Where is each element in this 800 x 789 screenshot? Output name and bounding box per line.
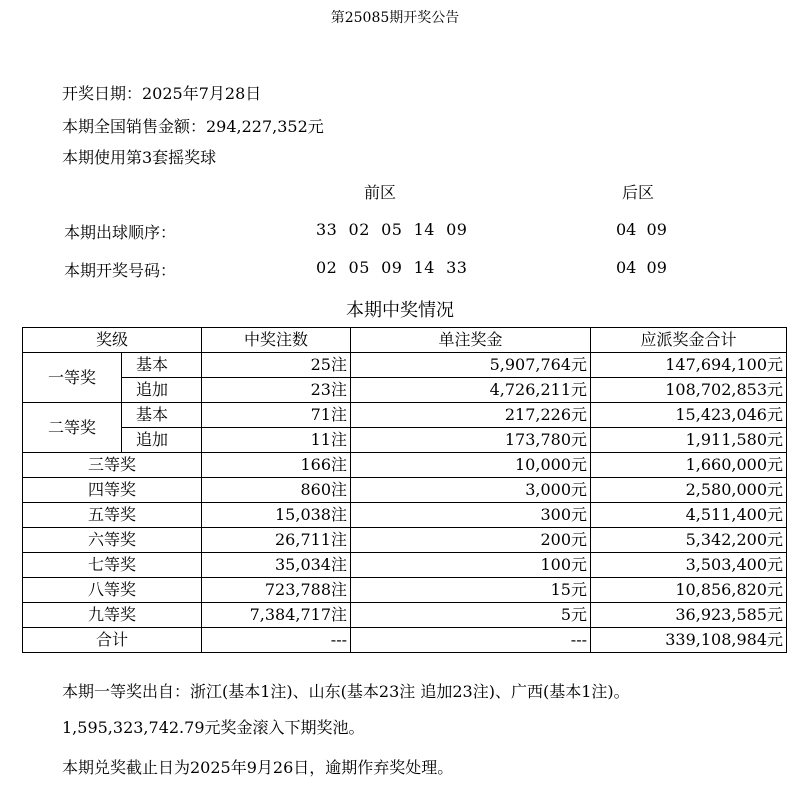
header-total-prize: 应派奖金合计 [591, 328, 787, 353]
level-cell: 七等奖 [23, 553, 202, 578]
total-prize-cell: 2,580,000元 [591, 478, 787, 503]
table-row [23, 553, 787, 578]
draw-order-back: 04 09 [616, 220, 667, 239]
level-cell: 八等奖 [23, 578, 202, 603]
level-cell: 一等奖 [23, 353, 122, 403]
count-cell: 25注 [202, 353, 351, 378]
sub-level-cell: 追加 [122, 428, 202, 453]
total-prize-cell: 147,694,100元 [591, 353, 787, 378]
draw-order-front: 33 02 05 14 09 [316, 220, 468, 239]
unit-prize-cell: 15元 [351, 578, 591, 603]
table-sum-row [23, 628, 787, 653]
table-row [23, 403, 787, 428]
table-row [23, 503, 787, 528]
total-prize-cell: 4,511,400元 [591, 503, 787, 528]
unit-prize-cell: 4,726,211元 [351, 378, 591, 403]
table-row [23, 428, 787, 453]
table-row [23, 453, 787, 478]
sub-level-cell: 追加 [122, 378, 202, 403]
winning-numbers-front: 02 05 09 14 33 [316, 258, 468, 277]
table-row [23, 603, 787, 628]
jackpot-pool: 1,595,323,742.79元奖金滚入下期奖池。 [62, 718, 365, 737]
prize-table [22, 327, 787, 653]
winning-numbers-back: 04 09 [616, 258, 667, 277]
table-row [23, 528, 787, 553]
front-zone-header: 前区 [364, 183, 397, 202]
back-zone-header: 后区 [622, 183, 655, 202]
draw-order-label: 本期出球顺序： [64, 223, 177, 242]
count-cell: 860注 [202, 478, 351, 503]
unit-prize-cell: 200元 [351, 528, 591, 553]
count-cell: 7,384,717注 [202, 603, 351, 628]
count-cell: 166注 [202, 453, 351, 478]
claim-deadline: 本期兑奖截止日为2025年9月26日，逾期作弃奖处理。 [62, 758, 454, 777]
unit-prize-cell: 5,907,764元 [351, 353, 591, 378]
header-count: 中奖注数 [202, 328, 351, 353]
count-cell: 11注 [202, 428, 351, 453]
sum-label-cell: 合计 [23, 628, 202, 653]
total-prize-cell: 1,911,580元 [591, 428, 787, 453]
total-prize-cell: 108,702,853元 [591, 378, 787, 403]
level-cell: 六等奖 [23, 528, 202, 553]
first-prize-origin: 本期一等奖出自：浙江(基本1注)、山东(基本23注 追加23注)、广西(基本1注)。 [62, 682, 630, 701]
sum-total-cell: 339,108,984元 [591, 628, 787, 653]
header-level: 奖级 [23, 328, 202, 353]
count-cell: 23注 [202, 378, 351, 403]
level-cell: 九等奖 [23, 603, 202, 628]
total-prize-cell: 1,660,000元 [591, 453, 787, 478]
unit-prize-cell: 173,780元 [351, 428, 591, 453]
count-cell: 26,711注 [202, 528, 351, 553]
draw-date: 开奖日期：2025年7月28日 [62, 84, 262, 103]
prize-table-title: 本期中奖情况 [346, 300, 454, 321]
sum-count-cell: --- [202, 628, 351, 653]
table-row [23, 353, 787, 378]
sum-unit-cell: --- [351, 628, 591, 653]
unit-prize-cell: 300元 [351, 503, 591, 528]
total-prize-cell: 15,423,046元 [591, 403, 787, 428]
count-cell: 35,034注 [202, 553, 351, 578]
level-cell: 五等奖 [23, 503, 202, 528]
sub-level-cell: 基本 [122, 353, 202, 378]
level-cell: 二等奖 [23, 403, 122, 453]
unit-prize-cell: 10,000元 [351, 453, 591, 478]
count-cell: 71注 [202, 403, 351, 428]
table-row [23, 478, 787, 503]
sub-level-cell: 基本 [122, 403, 202, 428]
count-cell: 723,788注 [202, 578, 351, 603]
count-cell: 15,038注 [202, 503, 351, 528]
sales-amount: 本期全国销售金额：294,227,352元 [62, 117, 324, 136]
unit-prize-cell: 100元 [351, 553, 591, 578]
total-prize-cell: 3,503,400元 [591, 553, 787, 578]
unit-prize-cell: 3,000元 [351, 478, 591, 503]
level-cell: 四等奖 [23, 478, 202, 503]
total-prize-cell: 5,342,200元 [591, 528, 787, 553]
unit-prize-cell: 217,226元 [351, 403, 591, 428]
table-header-row [23, 328, 787, 353]
total-prize-cell: 10,856,820元 [591, 578, 787, 603]
table-row [23, 378, 787, 403]
winning-numbers-label: 本期开奖号码： [64, 261, 177, 280]
total-prize-cell: 36,923,585元 [591, 603, 787, 628]
table-row [23, 578, 787, 603]
ball-set: 本期使用第3套摇奖球 [62, 148, 217, 167]
unit-prize-cell: 5元 [351, 603, 591, 628]
header-unit-prize: 单注奖金 [351, 328, 591, 353]
announcement-title: 第25085期开奖公告 [330, 10, 460, 26]
level-cell: 三等奖 [23, 453, 202, 478]
